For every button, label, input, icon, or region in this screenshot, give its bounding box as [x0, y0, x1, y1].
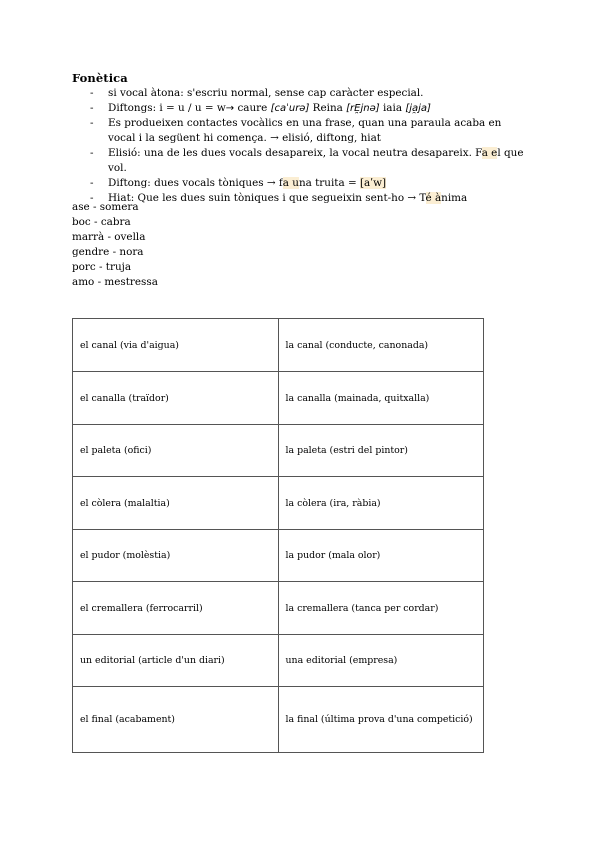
table-cell-left: el canal (via d'aigua): [73, 319, 279, 372]
table-cell-left: el còlera (malaltia): [73, 477, 279, 530]
bullet-text: Diftong: dues vocals tòniques → f: [108, 177, 283, 189]
bullet-text: nima: [441, 192, 468, 204]
bullet-text: si vocal àtona: s'escriu normal, sense cap caràcter especial.: [108, 87, 424, 99]
table-cell-right: la paleta (estri del pintor): [278, 425, 484, 477]
table-cell-right: la canal (conducte, canonada): [278, 319, 484, 372]
bullet-text: Elisió: una de les dues vocals desapareix, la vocal neutra desapareix. F: [108, 147, 482, 159]
bullet-diphthongs: [72, 101, 532, 116]
list-item: amo - mestressa: [72, 275, 158, 288]
arrow-icon: →: [225, 103, 235, 114]
ipa-transcription: [rE̯jnə]: [346, 103, 380, 114]
bullet-text: Reina: [309, 102, 347, 114]
highlighted-text: é à: [425, 192, 442, 204]
list-item: marrà - ovella: [72, 230, 146, 243]
ipa-transcription: [ja̯ja]: [405, 103, 431, 114]
table-cell-right: la final (última prova d'una competició): [278, 687, 484, 753]
list-item: porc - truja: [72, 260, 132, 273]
table-cell-right: la pudor (mala olor): [278, 530, 484, 582]
list-item: boc - cabra: [72, 215, 131, 228]
highlighted-text: [aʹw]: [359, 177, 387, 189]
table-cell-right: la còlera (ira, ràbia): [278, 477, 484, 530]
table-cell-right: una editorial (empresa): [278, 635, 484, 687]
bullet-unstressed-vowel: [72, 86, 532, 101]
table-row: [73, 687, 484, 753]
bullet-elision: [72, 146, 532, 176]
list-item: ase - somera: [72, 201, 139, 213]
table-row: [73, 635, 484, 687]
table-cell-left: el canalla (traïdor): [73, 372, 279, 425]
bullet-text: l que vol.: [108, 147, 524, 174]
table-cell-left: el cremallera (ferrocarril): [73, 582, 279, 635]
section-title: Fonètica: [72, 71, 128, 85]
table-cell-left: un editorial (article d'un diari): [73, 635, 279, 687]
list-item: gendre - nora: [72, 245, 144, 258]
bullet-diphthong: [72, 176, 532, 191]
table-cell-left: el final (acabament): [73, 687, 279, 753]
table-row: [73, 319, 484, 372]
bullet-text: na truita =: [298, 177, 360, 189]
bullet-text: Hiat: Que les dues suin tòniques i que segueixin sent-ho → T: [108, 192, 426, 204]
phonetics-bullet-list: [72, 86, 532, 206]
table-cell-right: la cremallera (tanca per cordar): [278, 582, 484, 635]
highlighted-text: a e: [481, 147, 498, 159]
bullet-vowel-contact: [72, 116, 532, 146]
bullet-text: Diftongs: i = u / u = w: [108, 102, 226, 114]
bullet-text: Es produeixen contactes vocàlics en una frase, quan una paraula acaba en vocal i la següent hi comença. → elisió, diftong, hiat: [108, 117, 502, 144]
table-row: [73, 582, 484, 635]
bullet-text: caure: [234, 102, 271, 114]
table-row: [73, 372, 484, 425]
table-row: [73, 425, 484, 477]
ipa-transcription: [caˈurə]: [270, 103, 310, 114]
table-row: [73, 530, 484, 582]
highlighted-text: a u: [282, 177, 299, 189]
table-cell-left: el pudor (molèstia): [73, 530, 279, 582]
gender-meaning-table: [72, 318, 484, 753]
gender-pairs-list: [72, 200, 158, 289]
table-cell-right: la canalla (mainada, quitxalla): [278, 372, 484, 425]
bullet-text: iaia: [379, 102, 406, 114]
table-cell-left: el paleta (ofici): [73, 425, 279, 477]
table-row: [73, 477, 484, 530]
